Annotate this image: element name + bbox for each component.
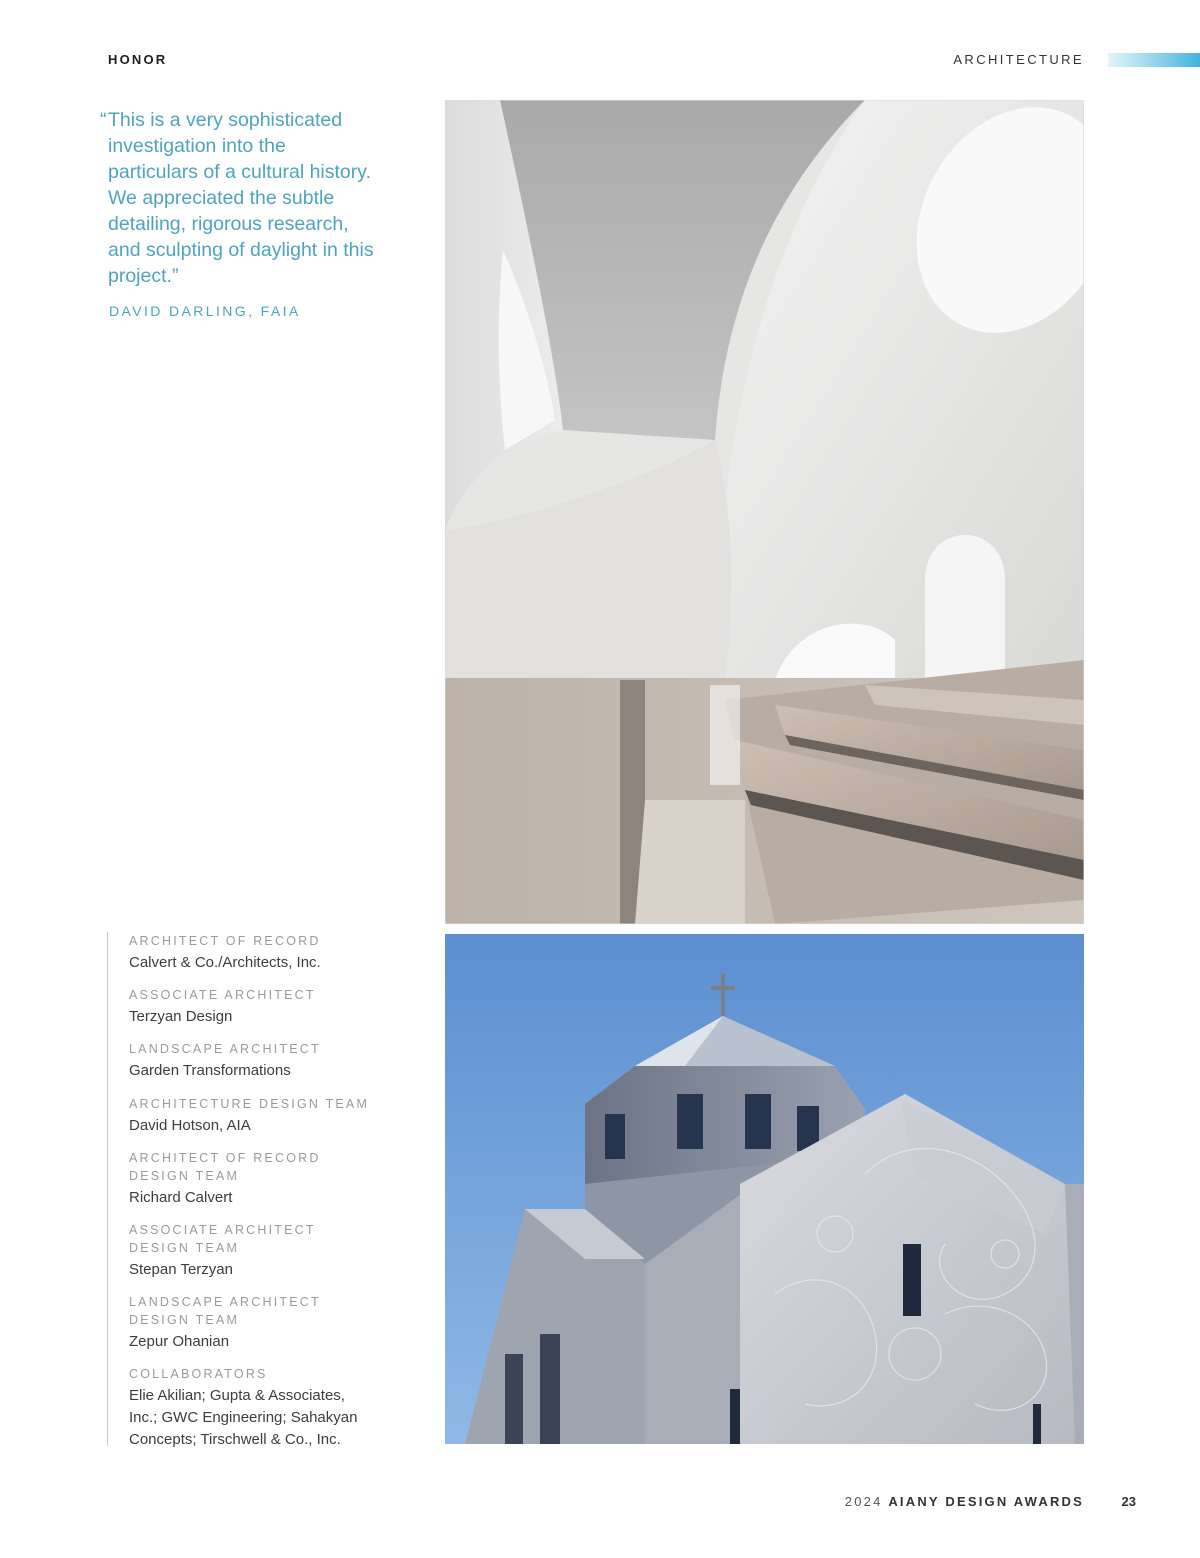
credit-value: Elie Akilian; Gupta & Associates, Inc.; GWC Engineering; Sahakyan Concepts; Tirschwell & Co., Inc.	[129, 1387, 358, 1448]
credit-label: LANDSCAPE ARCHITECT	[129, 1042, 321, 1056]
project-credits	[107, 932, 398, 1446]
credit-value: Terzyan Design	[129, 1008, 233, 1025]
credit-value: Calvert & Co./Architects, Inc.	[129, 954, 321, 971]
publication-footer	[700, 1494, 1084, 1509]
credit-label: ASSOCIATE ARCHITECT	[129, 988, 316, 1002]
quote-open-mark: “	[100, 109, 107, 131]
credit-label: ARCHITECT OF RECORD	[129, 934, 321, 948]
footer-year: 2024	[844, 1494, 883, 1509]
footer-publication: AIANY DESIGN AWARDS	[888, 1494, 1084, 1509]
credit-associate-architect	[129, 986, 394, 1028]
credit-value: Zepur Ohanian	[129, 1333, 230, 1350]
section-label: HONOR	[108, 52, 168, 67]
credit-associate-architect-design-team	[129, 1221, 344, 1281]
credit-label: ASSOCIATE ARCHITECT DESIGN TEAM	[129, 1223, 316, 1255]
credit-architect-of-record-design-team	[129, 1149, 344, 1209]
page-number: 23	[1121, 1494, 1136, 1509]
credit-value: David Hotson, AIA	[129, 1117, 251, 1134]
credit-label: ARCHITECT OF RECORD DESIGN TEAM	[129, 1151, 321, 1183]
credit-value: Garden Transformations	[129, 1062, 291, 1079]
category-label: ARCHITECTURE	[953, 52, 1084, 67]
credit-value: Stepan Terzyan	[129, 1261, 233, 1278]
category-accent-bar	[1108, 53, 1200, 67]
credit-landscape-architect	[129, 1040, 394, 1082]
credit-landscape-architect-design-team	[129, 1293, 344, 1353]
credit-architect-of-record	[129, 932, 394, 974]
exterior-photo	[445, 934, 1084, 1444]
credit-label: ARCHITECTURE DESIGN TEAM	[129, 1097, 370, 1111]
interior-photo	[445, 100, 1084, 924]
credit-label: LANDSCAPE ARCHITECT DESIGN TEAM	[129, 1295, 321, 1327]
credit-label: COLLABORATORS	[129, 1367, 268, 1381]
quote-text: This is a very sophisticated investigation into the particulars of a cultural history. We appreciated the subtle detailing, rigorous research, and sculpting of daylight in this project.”	[108, 109, 374, 287]
credit-collaborators	[129, 1365, 374, 1451]
jury-quote	[100, 107, 378, 289]
quote-attribution: DAVID DARLING, FAIA	[109, 303, 301, 319]
credit-architecture-design-team	[129, 1095, 394, 1137]
credit-value: Richard Calvert	[129, 1189, 233, 1206]
